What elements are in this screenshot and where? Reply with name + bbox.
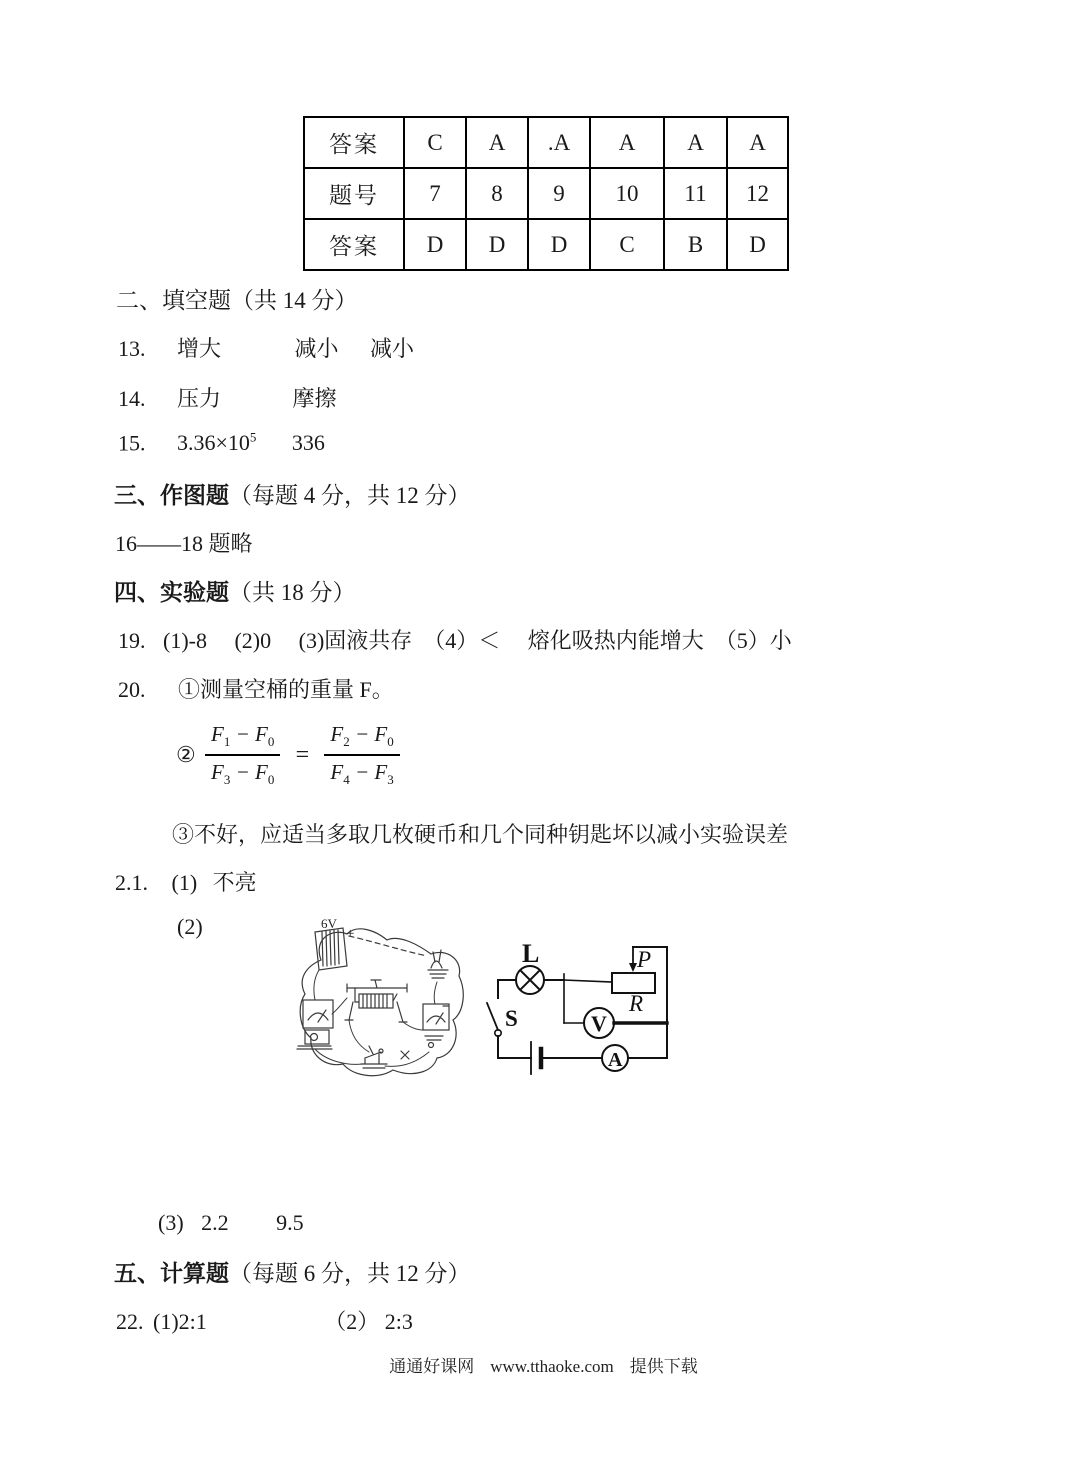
answer-table xyxy=(303,116,789,271)
question-number-cell: 7 xyxy=(404,168,466,219)
answer-line-21-2: (2) xyxy=(177,914,203,939)
section-title-fill-in: 二、填空题（共 14 分） xyxy=(116,288,358,313)
footer xyxy=(0,1352,1087,1377)
drawing-omitted-note: 16——18 题略 xyxy=(115,531,253,556)
ammeter-label: A xyxy=(608,1049,623,1071)
answer-text: $3.36\times 10^5$ xyxy=(177,430,257,456)
answer-line-20-step1 xyxy=(118,673,394,704)
answer-text: 摩擦 xyxy=(292,386,337,411)
answer-line-19 xyxy=(118,624,792,655)
answer-cell: A xyxy=(590,117,664,168)
answer-cell: .A xyxy=(528,117,590,168)
answer-line-21-3 xyxy=(158,1210,304,1236)
answer-line-20-step2-formula xyxy=(176,722,404,788)
battery-icon xyxy=(531,1042,541,1074)
circuit-schematic-figure xyxy=(480,930,700,1095)
exponent: 5 xyxy=(249,430,257,445)
question-number-cell: 8 xyxy=(466,168,528,219)
answer-cell: A xyxy=(727,117,788,168)
answer-text: (1)-8 (2)0 (3)固液共存 （4）＜ 熔化吸热内能增大 （5）小 xyxy=(163,628,792,653)
answer-text: 减小 xyxy=(370,336,415,361)
answer-cell: C xyxy=(404,117,466,168)
answer-cell: C xyxy=(590,219,664,270)
section-title-rest: （每题 6 分，共 12 分） xyxy=(229,1261,471,1286)
item-number: 15. xyxy=(118,430,146,456)
answer-line-20-step3: ③不好，应适当多取几枚硬币和几个同种钥匙坏以减小实验误差 xyxy=(172,822,789,847)
sketch-rheostat xyxy=(345,980,407,1022)
answer-cell: A xyxy=(664,117,727,168)
table-row xyxy=(304,168,788,219)
sketch-ammeter xyxy=(423,1004,449,1048)
battery-voltage-label: 6V xyxy=(321,918,337,931)
section-title-strong: 五、计算题 xyxy=(114,1261,229,1286)
row-label: 题号 xyxy=(304,168,404,219)
resistor-label: R xyxy=(629,991,644,1016)
sketch-cross-mark xyxy=(401,1051,409,1059)
answer-cell: D xyxy=(727,219,788,270)
answer-line-13 xyxy=(118,332,414,363)
sketch-wires xyxy=(314,970,437,1066)
answer-text: 336 xyxy=(291,430,325,456)
item-number: 13. xyxy=(118,336,146,361)
question-number-cell: 11 xyxy=(664,168,727,219)
answer-cell: A xyxy=(466,117,528,168)
section-title-calculation xyxy=(114,1255,471,1288)
answer-text: 2.2 xyxy=(201,1210,229,1235)
section-title-rest: （共 18 分） xyxy=(229,580,356,605)
lamp-icon xyxy=(516,966,544,994)
part-label: (3) xyxy=(158,1210,184,1235)
answer-line-22 xyxy=(116,1305,413,1336)
section-title-rest: （每题 4 分，共 12 分） xyxy=(229,483,471,508)
item-number: 19. xyxy=(118,628,146,653)
answer-text: 增大 xyxy=(177,336,222,361)
answer-cell: D xyxy=(466,219,528,270)
slider-label: P xyxy=(637,947,652,972)
experiment-sketch-figure xyxy=(285,918,490,1103)
answer-cell: D xyxy=(404,219,466,270)
answer-line-14 xyxy=(118,382,337,413)
answer-text: 9.5 xyxy=(276,1210,304,1235)
fraction-denominator: $F_3 - F_0$ xyxy=(210,760,275,788)
answer-line-15 xyxy=(118,430,325,456)
lamp-label: L xyxy=(522,939,540,968)
item-number: 22. xyxy=(116,1309,144,1334)
sketch-battery xyxy=(315,918,354,970)
answer-text: 压力 xyxy=(177,386,222,411)
answer-cell: B xyxy=(664,219,727,270)
table-row xyxy=(304,219,788,270)
item-number: 14. xyxy=(118,386,146,411)
answer-text: （2） 2:3 xyxy=(324,1309,413,1334)
voltmeter-label: V xyxy=(591,1011,607,1036)
question-number-cell: 12 xyxy=(727,168,788,219)
footer-url: www.tthaoke.com xyxy=(490,1357,614,1376)
answer-text: (1)2:1 xyxy=(153,1309,207,1334)
switch-icon xyxy=(487,1003,501,1036)
row-label: 答案 xyxy=(304,117,404,168)
item-number: 2.1. xyxy=(115,870,148,895)
answer-text: 减小 xyxy=(294,336,339,361)
section-title-strong: 三、作图题 xyxy=(114,483,229,508)
fraction-numerator: $F_1 - F_0$ xyxy=(205,722,280,756)
step-marker: ② xyxy=(176,742,196,768)
fraction-right xyxy=(324,722,399,788)
section-title-strong: 四、实验题 xyxy=(114,580,229,605)
table-row xyxy=(304,117,788,168)
row-label: 答案 xyxy=(304,219,404,270)
item-number: 20. xyxy=(118,677,146,702)
fraction-left xyxy=(205,722,280,788)
answer-text: 不亮 xyxy=(212,870,257,895)
question-number-cell: 10 xyxy=(590,168,664,219)
fraction-denominator: $F_4 - F_3$ xyxy=(330,760,394,788)
switch-label: S xyxy=(505,1006,518,1031)
fraction-numerator: $F_2 - F_0$ xyxy=(324,722,399,756)
answer-text: ①测量空桶的重量 F。 xyxy=(178,677,394,702)
plus-terminal-label: + xyxy=(346,926,355,942)
answer-cell: D xyxy=(528,219,590,270)
section-title-experiment xyxy=(114,574,356,607)
sketch-outline xyxy=(300,929,463,1076)
section-title-drawing xyxy=(114,477,471,510)
part-label: (1) xyxy=(171,870,198,895)
footer-site-name: 通通好课网 xyxy=(389,1357,475,1376)
footer-download-note: 提供下载 xyxy=(629,1357,698,1376)
equals-sign: = xyxy=(295,741,310,768)
answer-line-21-1 xyxy=(115,866,257,897)
question-number-cell: 9 xyxy=(528,168,590,219)
